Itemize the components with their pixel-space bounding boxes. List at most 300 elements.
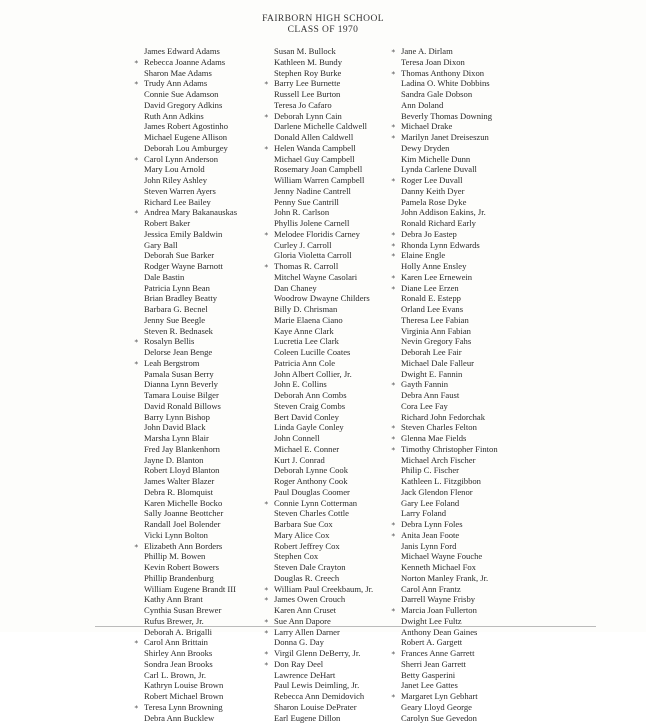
- graduate-name: [389, 465, 498, 476]
- graduate-name: [389, 336, 498, 347]
- graduate-name-text: Lynda Carlene Duvall: [401, 164, 477, 174]
- graduate-name-text: Deborah Sue Barker: [144, 250, 214, 260]
- graduate-name: [389, 680, 498, 691]
- graduate-name: [132, 444, 237, 455]
- graduate-name-text: Mary Lou Arnold: [144, 164, 205, 174]
- asterisk-icon: ∗: [264, 143, 269, 154]
- graduate-name: [132, 358, 237, 369]
- graduate-name: [132, 89, 237, 100]
- graduate-name-text: Marcia Joan Fullerton: [401, 605, 477, 615]
- graduate-name: [262, 444, 373, 455]
- bottom-edge-line: [95, 626, 596, 627]
- graduate-name-text: Kathleen L. Fitzgibbon: [401, 476, 481, 486]
- graduate-name-text: Douglas R. Creech: [274, 573, 339, 583]
- graduate-name-text: Kenneth Michael Fox: [401, 562, 476, 572]
- graduate-name: [132, 369, 237, 380]
- graduate-name-text: Randall Joel Bolender: [144, 519, 220, 529]
- asterisk-icon: ∗: [391, 283, 396, 294]
- graduate-name: [389, 186, 498, 197]
- graduate-name: [132, 272, 237, 283]
- graduate-name: [132, 465, 237, 476]
- graduate-name-text: Phillip M. Bowen: [144, 551, 205, 561]
- graduate-name-text: Sherri Jean Garrett: [401, 659, 466, 669]
- graduate-name: [262, 713, 373, 723]
- graduate-name-text: Gayth Fannin: [401, 379, 448, 389]
- graduate-name: [389, 551, 498, 562]
- graduate-name: [389, 390, 498, 401]
- graduate-name-text: Rosalyn Bellis: [144, 336, 194, 346]
- asterisk-icon: ∗: [391, 272, 396, 283]
- asterisk-icon: ∗: [391, 379, 396, 390]
- graduate-name-text: Steven Craig Combs: [274, 401, 345, 411]
- graduate-name-text: David Ronald Billows: [144, 401, 221, 411]
- graduate-name: [262, 648, 373, 659]
- graduate-name: [262, 186, 373, 197]
- graduate-name: [389, 508, 498, 519]
- graduate-name: [132, 713, 237, 723]
- graduate-name-text: Sue Ann Dapore: [274, 616, 331, 626]
- graduate-name-text: Roger Anthony Cook: [274, 476, 348, 486]
- graduate-name-text: Dwight Lee Fultz: [401, 616, 462, 626]
- asterisk-icon: ∗: [264, 111, 269, 122]
- graduate-name-text: Darrell Wayne Frisby: [401, 594, 475, 604]
- graduate-name-text: Jack Glendon Flenor: [401, 487, 473, 497]
- graduate-name: [262, 132, 373, 143]
- graduate-name: [132, 121, 237, 132]
- graduate-name-text: Jane A. Dirlam: [401, 46, 453, 56]
- graduate-name: [132, 283, 237, 294]
- graduate-name: [132, 229, 237, 240]
- graduate-name-text: John R. Carlson: [274, 207, 329, 217]
- graduate-name-text: Sandra Gale Dobson: [401, 89, 472, 99]
- graduate-name: [262, 78, 373, 89]
- graduate-name: [389, 283, 498, 294]
- graduate-name-text: William Warren Campbell: [274, 175, 364, 185]
- graduate-name: [262, 272, 373, 283]
- graduate-name-text: Michael Dale Falleur: [401, 358, 474, 368]
- graduate-name: [389, 713, 498, 723]
- graduate-name: [389, 121, 498, 132]
- graduate-name: [389, 691, 498, 702]
- graduate-name-text: Dale Bastin: [144, 272, 184, 282]
- graduate-name: [389, 68, 498, 79]
- graduate-name-text: Elizabeth Ann Borders: [144, 541, 222, 551]
- class-year: CLASS OF 1970: [0, 25, 646, 36]
- graduate-name-text: Michael Drake: [401, 121, 452, 131]
- graduate-name-text: Stephen Cox: [274, 551, 318, 561]
- graduate-name-text: Sally Joanne Beottcher: [144, 508, 223, 518]
- graduate-name-text: Woodrow Dwayne Childers: [274, 293, 370, 303]
- graduate-name-text: Gary Ball: [144, 240, 178, 250]
- graduate-name: [132, 347, 237, 358]
- graduate-name-text: Cora Lee Fay: [401, 401, 448, 411]
- graduate-name-text: Curley J. Carroll: [274, 240, 332, 250]
- graduate-name-text: Janis Lynn Ford: [401, 541, 456, 551]
- graduate-name: [132, 659, 237, 670]
- graduate-name: [262, 412, 373, 423]
- graduate-name: [132, 175, 237, 186]
- graduate-name-text: Thomas Anthony Dixon: [401, 68, 484, 78]
- graduate-name-text: John E. Collins: [274, 379, 327, 389]
- graduate-name: [262, 508, 373, 519]
- graduate-name-text: James Walter Blazer: [144, 476, 214, 486]
- graduate-name-text: Gloria Violetta Carroll: [274, 250, 352, 260]
- graduate-name: [132, 78, 237, 89]
- graduate-name-text: Teresa Lynn Browning: [144, 702, 223, 712]
- graduate-name-text: Linda Gayle Conley: [274, 422, 344, 432]
- graduate-name: [262, 487, 373, 498]
- graduate-name: [389, 487, 498, 498]
- graduate-name-text: Sharon Mae Adams: [144, 68, 212, 78]
- graduate-name: [132, 541, 237, 552]
- graduate-name-text: Deborah Lynne Cook: [274, 465, 348, 475]
- graduate-name-text: Kaye Anne Clark: [274, 326, 334, 336]
- graduate-name: [262, 57, 373, 68]
- graduate-name: [132, 154, 237, 165]
- graduate-name-text: Connie Lynn Cotterman: [274, 498, 357, 508]
- graduate-name-text: Debra Jo Eastep: [401, 229, 457, 239]
- graduate-name: [262, 401, 373, 412]
- graduate-name-text: John David Black: [144, 422, 206, 432]
- graduate-name: [262, 100, 373, 111]
- graduate-name-text: Connie Sue Adamson: [144, 89, 218, 99]
- graduate-name: [389, 476, 498, 487]
- graduate-name-text: Betty Gasperini: [401, 670, 455, 680]
- graduate-name: [262, 551, 373, 562]
- graduate-name-text: Sharon Louise DePrater: [274, 702, 357, 712]
- graduate-name: [132, 132, 237, 143]
- graduate-name: [389, 584, 498, 595]
- graduate-name-text: Steven Charles Cottle: [274, 508, 349, 518]
- graduate-name-text: Jenny Nadine Cantrell: [274, 186, 351, 196]
- graduate-name: [262, 154, 373, 165]
- graduate-name: [132, 498, 237, 509]
- graduate-name-text: Elaine Engle: [401, 250, 445, 260]
- graduate-name: [262, 336, 373, 347]
- graduate-name: [132, 336, 237, 347]
- graduate-name-text: John Connell: [274, 433, 320, 443]
- graduate-name: [132, 519, 237, 530]
- graduate-name-text: Carol Ann Brittain: [144, 637, 208, 647]
- graduate-name-text: Richard Lee Bailey: [144, 197, 211, 207]
- graduate-name-text: John Albert Collier, Jr.: [274, 369, 352, 379]
- graduate-name: [389, 519, 498, 530]
- graduate-name: [132, 100, 237, 111]
- graduate-name: [262, 573, 373, 584]
- graduate-name-text: Roger Lee Duvall: [401, 175, 463, 185]
- graduate-name-text: Patricia Lynn Bean: [144, 283, 210, 293]
- graduate-name-text: Teresa Joan Dixon: [401, 57, 465, 67]
- graduate-name-text: Melodee Floridis Carney: [274, 229, 360, 239]
- graduate-name: [389, 46, 498, 57]
- graduate-name: [132, 261, 237, 272]
- asterisk-icon: ∗: [391, 519, 396, 530]
- graduate-name: [389, 164, 498, 175]
- graduate-name-text: Donald Allen Caldwell: [274, 132, 353, 142]
- graduate-name: [262, 326, 373, 337]
- graduate-name-text: Frances Anne Garrett: [401, 648, 475, 658]
- asterisk-icon: ∗: [264, 261, 269, 272]
- graduate-name: [262, 659, 373, 670]
- graduate-name: [389, 616, 498, 627]
- asterisk-icon: ∗: [264, 616, 269, 627]
- asterisk-icon: ∗: [391, 422, 396, 433]
- graduate-name-text: Russell Lee Burton: [274, 89, 340, 99]
- graduate-name-text: Andrea Mary Bakanauskas: [144, 207, 237, 217]
- graduate-name-text: Marilyn Janet Dreiseszun: [401, 132, 489, 142]
- graduate-name: [389, 154, 498, 165]
- graduate-name-text: Coleen Lucille Coates: [274, 347, 350, 357]
- graduate-name-text: Geary Lloyd George: [401, 702, 472, 712]
- graduate-name-text: Larry Allen Darner: [274, 627, 340, 637]
- graduate-name-text: Ronald Richard Early: [401, 218, 476, 228]
- asterisk-icon: ∗: [264, 659, 269, 670]
- graduate-name: [132, 218, 237, 229]
- graduate-name-text: Carolyn Sue Gevedon: [401, 713, 477, 723]
- graduate-name: [389, 272, 498, 283]
- graduate-name: [389, 207, 498, 218]
- graduate-name-text: Jenny Sue Beegle: [144, 315, 205, 325]
- graduate-name: [262, 476, 373, 487]
- graduate-name-text: Barbara Sue Cox: [274, 519, 333, 529]
- asterisk-icon: ∗: [391, 46, 396, 57]
- graduate-name-text: Debra Ann Bucklew: [144, 713, 214, 723]
- asterisk-icon: ∗: [134, 637, 139, 648]
- graduate-name: [262, 68, 373, 79]
- graduate-name-text: Debra Lynn Foles: [401, 519, 463, 529]
- graduate-name-text: Helen Wanda Campbell: [274, 143, 356, 153]
- graduate-name: [389, 379, 498, 390]
- graduate-name-text: Michael Wayne Fouche: [401, 551, 482, 561]
- graduate-name-text: Debra Ann Faust: [401, 390, 459, 400]
- graduate-name-text: Donna G. Day: [274, 637, 324, 647]
- graduate-name: [132, 57, 237, 68]
- graduate-name: [132, 584, 237, 595]
- graduate-name: [262, 562, 373, 573]
- graduate-name: [132, 379, 237, 390]
- graduate-name: [132, 702, 237, 713]
- graduate-name: [389, 659, 498, 670]
- graduate-name-text: Richard John Fedorchak: [401, 412, 485, 422]
- graduate-name-text: Susan M. Bullock: [274, 46, 336, 56]
- graduate-name-text: Gary Lee Foland: [401, 498, 459, 508]
- graduate-name: [132, 433, 237, 444]
- graduate-name: [132, 487, 237, 498]
- graduate-name-text: Deborah Lou Amburgey: [144, 143, 228, 153]
- graduate-name-text: William Paul Creekbaum, Jr.: [274, 584, 373, 594]
- graduate-name-text: Steven R. Bednasek: [144, 326, 213, 336]
- graduate-name-text: David Gregory Adkins: [144, 100, 222, 110]
- graduate-name: [132, 551, 237, 562]
- graduate-name: [389, 240, 498, 251]
- graduate-name: [389, 143, 498, 154]
- name-column-3: [389, 46, 498, 723]
- graduate-name: [132, 315, 237, 326]
- graduate-name-text: Mitchel Wayne Casolari: [274, 272, 357, 282]
- graduate-name: [262, 143, 373, 154]
- graduate-name: [132, 240, 237, 251]
- graduate-name: [132, 111, 237, 122]
- asterisk-icon: ∗: [134, 57, 139, 68]
- graduate-name: [262, 207, 373, 218]
- graduate-name: [262, 315, 373, 326]
- asterisk-icon: ∗: [391, 121, 396, 132]
- graduate-name-text: Karen Michelle Bocko: [144, 498, 222, 508]
- graduate-name: [389, 498, 498, 509]
- graduate-name: [389, 702, 498, 713]
- graduate-name: [262, 89, 373, 100]
- graduate-name: [389, 670, 498, 681]
- graduate-name: [132, 197, 237, 208]
- graduate-name: [262, 46, 373, 57]
- graduate-name-text: Margaret Lyn Gebhart: [401, 691, 478, 701]
- graduate-name-text: Fred Jay Blankenhorn: [144, 444, 220, 454]
- graduate-name: [389, 304, 498, 315]
- graduate-name: [262, 605, 373, 616]
- graduate-name: [262, 369, 373, 380]
- graduate-name-text: Phillip Brandenburg: [144, 573, 214, 583]
- graduate-name: [132, 573, 237, 584]
- graduate-name-text: Robert Michael Brown: [144, 691, 223, 701]
- asterisk-icon: ∗: [391, 648, 396, 659]
- graduate-name: [389, 100, 498, 111]
- asterisk-icon: ∗: [264, 627, 269, 638]
- graduate-name: [262, 680, 373, 691]
- graduate-name-text: Patricia Ann Cole: [274, 358, 335, 368]
- graduate-name: [132, 293, 237, 304]
- graduate-name: [262, 283, 373, 294]
- graduate-name: [132, 594, 237, 605]
- graduate-name: [132, 455, 237, 466]
- graduate-name: [132, 648, 237, 659]
- graduate-name-text: John Addison Eakins, Jr.: [401, 207, 486, 217]
- graduate-name: [389, 175, 498, 186]
- school-title: FAIRBORN HIGH SCHOOL: [0, 14, 646, 25]
- graduate-name-text: Lucretia Lee Clark: [274, 336, 339, 346]
- graduate-name: [389, 111, 498, 122]
- graduate-name: [132, 250, 237, 261]
- graduate-name: [132, 422, 237, 433]
- graduate-name: [132, 164, 237, 175]
- graduate-name-text: Bert David Conley: [274, 412, 339, 422]
- graduate-name: [389, 637, 498, 648]
- graduate-name-text: Timothy Christopher Finton: [401, 444, 498, 454]
- asterisk-icon: ∗: [391, 691, 396, 702]
- graduate-name: [389, 594, 498, 605]
- asterisk-icon: ∗: [391, 250, 396, 261]
- asterisk-icon: ∗: [391, 229, 396, 240]
- graduate-name-text: James Edward Adams: [144, 46, 220, 56]
- graduate-name: [389, 530, 498, 541]
- graduate-name: [389, 326, 498, 337]
- graduate-name: [389, 605, 498, 616]
- graduate-name-text: Ruth Ann Adkins: [144, 111, 204, 121]
- graduate-name-text: Mary Alice Cox: [274, 530, 329, 540]
- graduate-name: [262, 433, 373, 444]
- asterisk-icon: ∗: [264, 78, 269, 89]
- graduate-name: [132, 207, 237, 218]
- graduate-name: [262, 164, 373, 175]
- graduate-name-text: Billy D. Chrisman: [274, 304, 337, 314]
- graduate-name-text: Beverly Thomas Downing: [401, 111, 492, 121]
- graduate-name-text: Kim Michelle Dunn: [401, 154, 470, 164]
- asterisk-icon: ∗: [391, 605, 396, 616]
- asterisk-icon: ∗: [391, 444, 396, 455]
- graduate-name-text: Pamala Susan Berry: [144, 369, 214, 379]
- graduate-name: [389, 132, 498, 143]
- graduate-name-text: Janet Lee Gattes: [401, 680, 458, 690]
- graduate-name: [262, 197, 373, 208]
- graduate-name-text: Orland Lee Evans: [401, 304, 463, 314]
- graduate-name-text: Brian Bradley Beatty: [144, 293, 217, 303]
- graduate-name-text: Barry Lee Burnette: [274, 78, 340, 88]
- graduate-name-text: Earl Eugene Dillon: [274, 713, 340, 723]
- graduate-name: [132, 412, 237, 423]
- graduate-name-text: Michael Arch Fischer: [401, 455, 475, 465]
- graduate-name-text: Diane Lee Erzen: [401, 283, 459, 293]
- graduate-name: [132, 401, 237, 412]
- graduate-name: [132, 186, 237, 197]
- graduate-name: [389, 455, 498, 466]
- graduate-name-text: Steven Dale Crayton: [274, 562, 346, 572]
- graduate-name: [132, 605, 237, 616]
- graduate-name-text: Sondra Jean Brooks: [144, 659, 213, 669]
- graduate-name-text: Anita Jean Foote: [401, 530, 459, 540]
- asterisk-icon: ∗: [264, 584, 269, 595]
- asterisk-icon: ∗: [134, 336, 139, 347]
- graduate-name-text: Michael Eugene Allison: [144, 132, 227, 142]
- graduate-name: [389, 218, 498, 229]
- graduate-name: [389, 261, 498, 272]
- graduate-name-text: Rodger Wayne Barnott: [144, 261, 223, 271]
- graduate-name-text: Robert Baker: [144, 218, 190, 228]
- graduate-name: [132, 326, 237, 337]
- graduate-name-text: Deborah Lee Fair: [401, 347, 462, 357]
- graduate-name: [389, 315, 498, 326]
- graduate-name: [262, 390, 373, 401]
- graduate-name-text: Deborah Lynn Cain: [274, 111, 342, 121]
- graduate-name-text: Ronald E. Estepp: [401, 293, 461, 303]
- graduate-name-text: Marie Elaena Ciano: [274, 315, 343, 325]
- graduate-name-text: Kevin Robert Bowers: [144, 562, 219, 572]
- graduate-name-text: Dewy Dryden: [401, 143, 449, 153]
- graduate-name: [262, 121, 373, 132]
- graduate-name-text: Virgil Glenn DeBerry, Jr.: [274, 648, 360, 658]
- graduate-name: [262, 261, 373, 272]
- asterisk-icon: ∗: [134, 154, 139, 165]
- graduate-name: [262, 616, 373, 627]
- graduate-name: [389, 89, 498, 100]
- graduate-name-text: Anthony Dean Gaines: [401, 627, 477, 637]
- graduate-name-text: Rebecca Joanne Adams: [144, 57, 225, 67]
- graduate-name: [262, 111, 373, 122]
- graduate-name-text: Jessica Emily Baldwin: [144, 229, 222, 239]
- graduate-name-text: Trudy Ann Adams: [144, 78, 207, 88]
- graduate-name: [389, 369, 498, 380]
- graduate-name-text: Kurt J. Conrad: [274, 455, 325, 465]
- graduate-name-text: Marsha Lynn Blair: [144, 433, 209, 443]
- name-column-2: [262, 46, 373, 723]
- graduate-name: [262, 347, 373, 358]
- graduate-name-text: John Riley Ashley: [144, 175, 207, 185]
- graduate-name-text: Norton Manley Frank, Jr.: [401, 573, 488, 583]
- graduate-name-text: Robert A. Gargett: [401, 637, 462, 647]
- graduate-name: [132, 476, 237, 487]
- graduate-name: [262, 293, 373, 304]
- graduate-name-text: Dan Chaney: [274, 283, 317, 293]
- asterisk-icon: ∗: [264, 498, 269, 509]
- graduate-name-text: Virginia Ann Fabian: [401, 326, 471, 336]
